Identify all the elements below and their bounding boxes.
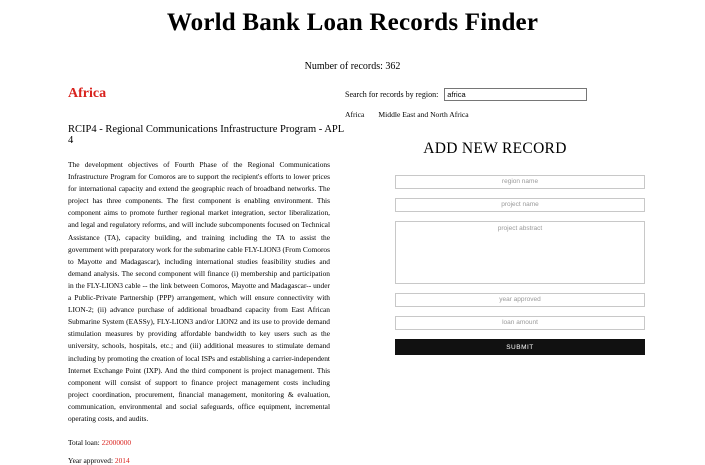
search-input[interactable] xyxy=(444,88,587,101)
total-loan-label: Total loan: xyxy=(68,438,102,448)
year-approved-field[interactable] xyxy=(395,293,645,307)
records-panel xyxy=(0,86,345,465)
region-link-mena[interactable]: Middle East and North Africa xyxy=(378,110,469,119)
project-name-field[interactable] xyxy=(395,198,645,212)
region-links xyxy=(345,110,705,119)
region-link-africa[interactable]: Africa xyxy=(345,110,365,119)
year-approved-label: Year approved: xyxy=(68,456,115,465)
project-abstract: The development objectives of Fourth Phase of the Regional Communications Infrastructure Program for Comoros are to support the recipient's efforts to lower prices for international capacity and extend the geographic reach of broadband networks. The project has three components. The first component is enabling environment. This component aims to promote further regional market integration, sector liberalization, and legal and regulatory reforms, and will include subcomponents focused on Technical Assistance (TA), capacity building, and training including the TA to assist the government with preparatory work for the submarine cable FLY-LION3 (From Comoros to Mayotte and Madagascar), including international studies feasibility studies and demand analysis. The second component will finance (i) membership and participation in the FLY-LION3 cable -- the link between Comoros, Mayotte and Madagascar-- under a Public-Private Partnership (PPP) arrangement, which will ensure connectivity with LION-2; (ii) advance purchase of additional broadband capacity from East African Submarine System (EASSy), FLY-LION3 and/or LION2 and its use to provide demand stimulation measures by providing affordable bandwidth to key users such as the university, schools, hospitals, etc.; and (iii) additional measures to stimulate demand including by promoting the creation of local ISPs and establishing a carrier-independent Internet Exchange Point (IXP). And the third component is project management. This component will consist of support to finance project management costs including project coordination, procurement, financial management, monitoring & evaluation, communication, environmental and social safeguards, office equipment, incremental operating costs, and audits. xyxy=(68,160,330,423)
total-loan-amount: 22000000 xyxy=(101,438,132,448)
record-count: Number of records: 362 xyxy=(304,61,401,72)
side-panel xyxy=(345,86,705,355)
total-loan xyxy=(68,438,345,447)
loan-amount-field[interactable] xyxy=(395,316,645,330)
region-name-field[interactable] xyxy=(395,175,645,189)
page-title: World Bank Loan Records Finder xyxy=(166,9,539,36)
search-row xyxy=(345,88,705,101)
add-record-heading: ADD NEW RECORD xyxy=(423,140,567,157)
add-record-form xyxy=(345,175,705,355)
year-approved-value: 2014 xyxy=(114,456,130,465)
project-abstract-field[interactable] xyxy=(395,221,645,284)
project-title: RCIP4 - Regional Communications Infrastructure Program - APL 4 xyxy=(68,124,344,146)
submit-button[interactable]: SUBMIT xyxy=(395,339,645,355)
year-approved xyxy=(68,456,345,465)
main-columns xyxy=(0,86,705,465)
search-label: Search for records by region: xyxy=(345,90,439,99)
region-heading: Africa xyxy=(68,86,107,101)
